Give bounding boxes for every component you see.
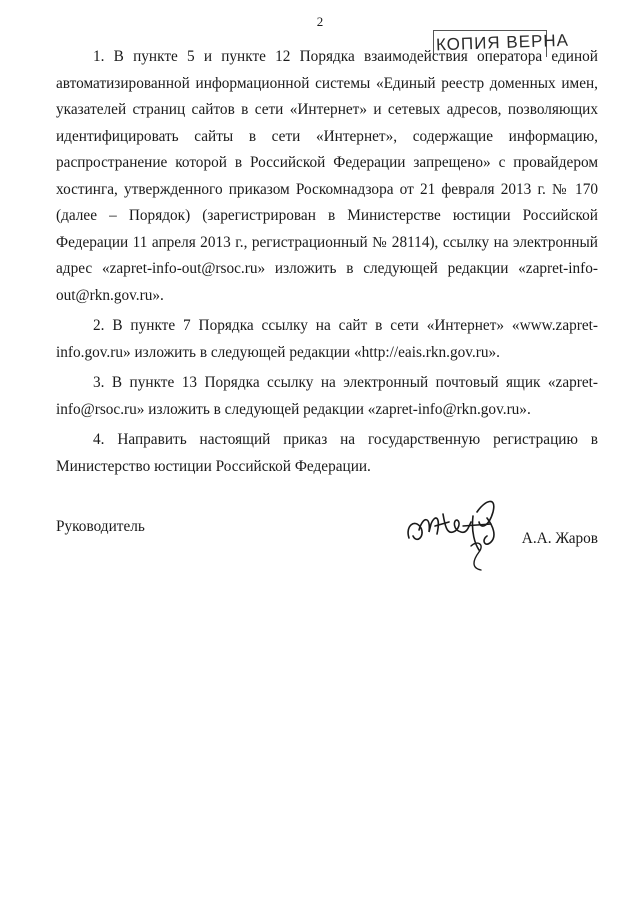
- paragraph-4: 4. Направить настоящий приказ на государственную регистрацию в Министерство юстиции Российской Федерации.: [56, 431, 598, 475]
- handwritten-signature: [401, 486, 521, 586]
- paragraph-3: 3. В пункте 13 Порядка ссылку на электронный почтовый ящик «zapret-info@rsoc.ru» изложить в следующей редакции «zapret-info@rkn.gov.ru».: [56, 374, 598, 418]
- paragraph-1: 1. В пункте 5 и пункте 12 Порядка взаимодействия оператора единой автоматизированной информационной системы «Единый реестр доменных имен, указателей страниц сайтов в сети «Интернет» и сетевых адресов, позволяющих идентифицировать сайты в сети «Интернет», содержащие информацию, распространение которой в Российской Федерации запрещено» с провайдером хостинга, утвержденного приказом Роскомнадзора от 21 февраля 2013 г. № 170 (далее – Порядок) (зарегистрирован в Министерстве юстиции Российской Федерации 11 апреля 2013 г., регистрационный № 28114), ссылку на электронный адрес «zapret-info-out@rsoc.ru» изложить в следующей редакции «zapret-info-out@rkn.gov.ru».: [56, 48, 598, 304]
- paragraph-2: 2. В пункте 7 Порядка ссылку на сайт в сети «Интернет» «www.zapret-info.gov.ru» изложить в следующей редакции «http://eais.rkn.gov.ru».: [56, 317, 598, 361]
- signatory-title: Руководитель: [56, 518, 145, 535]
- signatory-name: А.А. Жаров: [521, 530, 598, 547]
- signature-block: [56, 512, 598, 592]
- document-body: [56, 44, 598, 480]
- stamp-text: КОПИЯ ВЕРНА: [435, 30, 570, 55]
- page-number: 2: [316, 14, 324, 29]
